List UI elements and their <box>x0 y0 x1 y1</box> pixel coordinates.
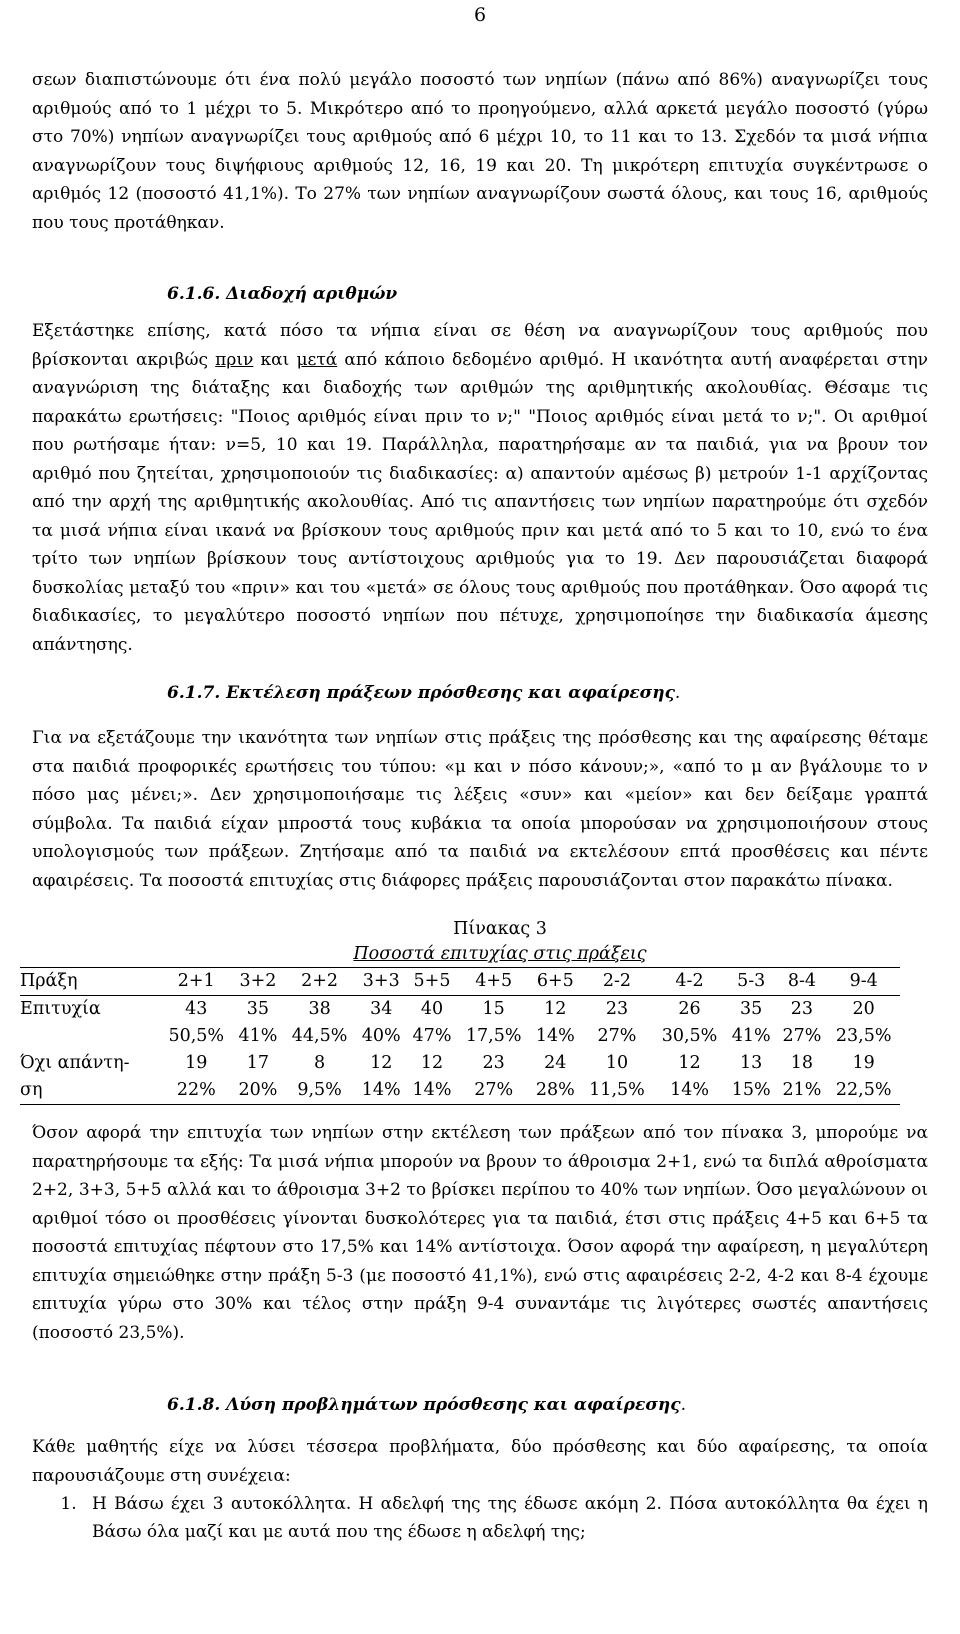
word-prin: πριν <box>215 349 254 370</box>
success-count-cell: 20 <box>852 999 875 1019</box>
no-answer-count-cell: 17 <box>246 1053 270 1073</box>
no-answer-count-cell: 24 <box>544 1053 567 1073</box>
no-answer-count-cell: 19 <box>185 1053 208 1073</box>
success-percent-cell: 30,5% <box>661 1026 718 1046</box>
no-answer-count-cell: 12 <box>420 1053 444 1073</box>
table-title: Πίνακας 3 <box>453 919 547 939</box>
operation-cell: 9-4 <box>827 968 900 996</box>
operation-cell: 6+5 <box>530 968 581 996</box>
success-count-cell: 15 <box>482 999 505 1019</box>
section-6-1-6-title: 6.1.6. Διαδοχή αριθμών <box>167 284 398 304</box>
operation-cell: 2+2 <box>283 968 356 996</box>
no-answer-percent-cell: 27% <box>457 1077 530 1105</box>
operation-cell: 4+5 <box>457 968 530 996</box>
table-row <box>20 996 900 1024</box>
success-count-cell: 43 <box>185 999 208 1019</box>
no-answer-percent-cell: 15% <box>726 1077 777 1105</box>
no-answer-percent-cell: 9,5% <box>283 1077 356 1105</box>
no-answer-percent-cell: 21% <box>777 1077 828 1105</box>
success-percent-cell: 23,5% <box>835 1026 892 1046</box>
operation-cell: 4-2 <box>653 968 726 996</box>
succession-text-a: Εξετάστηκε επίσης, κατά πόσο τα νήπια είναι σε θέση να αναγνωρίζουν τους αριθμούς που βρίσκονται ακριβώς <box>32 321 928 370</box>
table-row <box>20 968 900 996</box>
paragraph-operations: Για να εξετάζουμε την ικανότητα των νηπίων στις πράξεις της πρόσθεσης και της αφαίρεσης θέταμε στα παιδιά προφορικές ερωτήσεις του τύπου: «μ και ν πόσο κάνουν;», «από το μ αν βγάλουμε το ν πόσο μας μένει;». Δεν χρησιμοποιήσαμε τις λέξεις «συν» και «μείον» και δεν δείξαμε γραπτά σύμβολα. Τα παιδιά είχαν μπροστά τους κυβάκια τα οποία μπορούσαν να χρησιμοποιήσουν στους υπολογισμούς των πράξεων. Ζητήσαμε από τα παιδιά να εκτελέσουν επτά προσθέσεις και πέντε αφαιρέσεις. Τα ποσοστά επιτυχίας στις διάφορες πράξεις παρουσιάζονται στον παρακάτω πίνακα. <box>32 728 928 891</box>
table-caption <box>32 917 928 967</box>
paragraph-succession <box>32 317 928 659</box>
operation-cell: 3+3 <box>356 968 407 996</box>
success-percent-cell: 14% <box>535 1026 575 1046</box>
section-6-1-7-title: 6.1.7. Εκτέλεση πράξεων πρόσθεσης και αφαίρεσης <box>167 683 675 703</box>
paragraph-table-analysis: Όσον αφορά την επιτυχία των νηπίων στην εκτέλεση των πράξεων από τον πίνακα 3, μπορούμε να παρατηρήσουμε τα εξής: Τα μισά νήπια μπορούν να βρουν το άθροισμα 2+1, ενώ τα διπλά αθροίσματα 2+2, 3+3, 5+5 αλλά και το άθροισμα 3+2 το βρίσκει περίπου το 40% των νηπίων. Όσο μεγαλώνουν οι αριθμοί τόσο οι προσθέσεις γίνονται δυσκολότερες για τα παιδιά, έτσι στις πράξεις 4+5 και 6+5 τα ποσοστά επιτυχίας πέφτουν στο 17,5% και 14% αντίστοιχα. Όσον αφορά την αφαίρεση, η μεγαλύτερη επιτυχία σημειώθηκε στην πράξη 5-3 (με ποσοστό 41,1%), ενώ στις αφαιρέσεις 2-2, 4-2 και 8-4 έχουμε επιτυχία γύρω στο 30% και τέλος στην πράξη 9-4 συναντάμε τις λιγότερες σωστές απαντήσεις (ποσοστό 23,5%). <box>32 1123 928 1343</box>
success-percent-cell: 41% <box>238 1026 278 1046</box>
page-number: 6 <box>473 4 487 26</box>
success-count-cell: 12 <box>544 999 567 1019</box>
row-header-success: Επιτυχία <box>20 999 101 1019</box>
operation-cell: 3+2 <box>233 968 284 996</box>
success-percent-cell: 47% <box>412 1026 452 1046</box>
success-percent-cell: 17,5% <box>465 1026 522 1046</box>
row-header-no-answer: Όχι απάντη- <box>20 1053 130 1073</box>
operation-cell: 8-4 <box>777 968 828 996</box>
no-answer-count-cell: 23 <box>482 1053 505 1073</box>
success-percent-cell: 40% <box>361 1026 401 1046</box>
no-answer-percent-cell: 20% <box>233 1077 284 1105</box>
table-row <box>20 1077 900 1105</box>
operation-cell: 2-2 <box>581 968 654 996</box>
no-answer-count-cell: 12 <box>678 1053 701 1073</box>
no-answer-percent-cell: 28% <box>530 1077 581 1105</box>
no-answer-percent-cell: 22,5% <box>827 1077 900 1105</box>
table-subtitle: Ποσοστά επιτυχίας στις πράξεις <box>353 944 647 964</box>
success-percent-cell: 27% <box>782 1026 822 1046</box>
word-meta: μετά <box>296 349 338 370</box>
success-count-cell: 35 <box>740 999 763 1019</box>
operation-cell: 5+5 <box>407 968 458 996</box>
success-count-cell: 35 <box>246 999 270 1019</box>
problem-item: 1. Η Βάσω έχει 3 αυτοκόλλητα. Η αδελφή της της έδωσε ακόμη 2. Πόσα αυτοκόλλητα θα έχει η Βάσω όλα μαζί και με αυτά που της έδωσε η αδελφή της; <box>82 1490 928 1546</box>
paragraph-intro: σεων διαπιστώνουμε ότι ένα πολύ μεγάλο ποσοστό των νηπίων (πάνω από 86%) αναγνωρίζει τους αριθμούς από το 1 μέχρι το 5. Μικρότερο από το προηγούμενο, αλλά αρκετά μεγάλο ποσοστό (γύρω στο 70%) νηπίων αναγνωρίζει τους αριθμούς από 6 μέχρι 10, το 11 και το 13. Σχεδόν τα μισά νήπια αναγνωρίζουν τους διψήφιους αριθμούς 12, 16, 19 και 20. Τη μικρότερη επιτυχία συγκέντρωσε ο αριθμός 12 (ποσοστό 41,1%). Το 27% των νηπίων αναγνωρίζουν σωστά όλους, και τους 16, αριθμούς που τους προτάθηκαν. <box>32 70 928 233</box>
operation-cell: 5-3 <box>726 968 777 996</box>
no-answer-count-cell: 18 <box>790 1053 814 1073</box>
success-percent-cell: 27% <box>597 1026 637 1046</box>
operation-cell: 2+1 <box>160 968 233 996</box>
section-6-1-8-title: 6.1.8. Λύση προβλημάτων πρόσθεσης και αφαίρεσης <box>167 1395 681 1415</box>
success-count-cell: 38 <box>308 999 331 1019</box>
row-header-empty <box>20 1023 160 1050</box>
section-6-1-8-period: . <box>680 1395 686 1415</box>
success-count-cell: 23 <box>790 999 814 1019</box>
no-answer-percent-cell: 14% <box>653 1077 726 1105</box>
no-answer-count-cell: 8 <box>314 1053 326 1073</box>
row-header-praxi: Πράξη <box>20 968 160 996</box>
success-percent-cell: 41% <box>731 1026 771 1046</box>
success-percent-cell: 50,5% <box>168 1026 225 1046</box>
section-6-1-7-period: . <box>674 683 681 703</box>
section-heading-6-1-8 <box>32 1391 928 1419</box>
succession-text-b: και <box>253 349 297 370</box>
success-count-cell: 40 <box>420 999 444 1019</box>
table-row <box>20 1050 900 1077</box>
succession-text-c: από κάποιο δεδομένο αριθμό. Η ικανότητα αυτή αναφέρεται στην αναγνώριση της διάταξης και διαδοχής των αριθμών της αριθμητικής ακολουθίας. Θέσαμε τις παρακάτω ερωτήσεις: "Ποιος αριθμός είναι πριν το ν;" "Ποιος αριθμός είναι μετά το ν;". Οι αριθμοί που ρωτήσαμε ήταν: ν=5, 10 και 19. Παράλληλα, παρατηρήσαμε αν τα παιδιά, για να βρουν τον αριθμό που ζητείται, χρησιμοποιούν τις διαδικασίες: α) απαντούν αμέσως β) μετρούν 1-1 αρχίζοντας από την αρχή της αριθμητικής ακολουθίας. Από τις απαντήσεις των νηπίων παρατηρούμε ότι σχεδόν τα μισά νήπια είναι ικανά να βρίσκουν τους αριθμούς πριν και μετά από το 5 και το 10, ενώ το ένα τρίτο των νηπίων βρίσκουν τους αντίστοιχους αριθμούς για το 19. Δεν παρουσιάζεται διαφορά δυσκολίας μεταξύ του «πριν» και του «μετά» σε όλους τους αριθμούς που προτάθηκαν. Όσο αφορά τις διαδικασίες, το μεγαλύτερο ποσοστό νηπίων που πέτυχε, χρησιμοποίησε την διαδικασία άμεσης απάντησης. <box>32 349 929 655</box>
table-row <box>20 1023 900 1050</box>
section-heading-6-1-6 <box>32 280 928 308</box>
success-percent-cell: 44,5% <box>291 1026 348 1046</box>
section-heading-6-1-7 <box>32 679 928 707</box>
problem-list <box>32 1490 928 1546</box>
no-answer-count-cell: 19 <box>852 1053 875 1073</box>
document-body <box>20 66 929 1546</box>
no-answer-count-cell: 13 <box>740 1053 763 1073</box>
success-count-cell: 23 <box>605 999 629 1019</box>
no-answer-percent-cell: 11,5% <box>581 1077 654 1105</box>
paragraph-problems: Κάθε μαθητής είχε να λύσει τέσσερα προβλήματα, δύο πρόσθεσης και δύο αφαίρεσης, τα οποία παρουσιάζουμε στη συνέχεια: <box>32 1437 928 1486</box>
row-header-no-answer-cont: ση <box>20 1077 160 1105</box>
no-answer-percent-cell: 14% <box>407 1077 458 1105</box>
success-count-cell: 26 <box>678 999 701 1019</box>
no-answer-percent-cell: 22% <box>160 1077 233 1105</box>
results-table <box>20 967 900 1105</box>
no-answer-count-cell: 12 <box>370 1053 393 1073</box>
success-count-cell: 34 <box>370 999 393 1019</box>
no-answer-count-cell: 10 <box>605 1053 629 1073</box>
no-answer-percent-cell: 14% <box>356 1077 407 1105</box>
results-table-body <box>20 968 900 1105</box>
